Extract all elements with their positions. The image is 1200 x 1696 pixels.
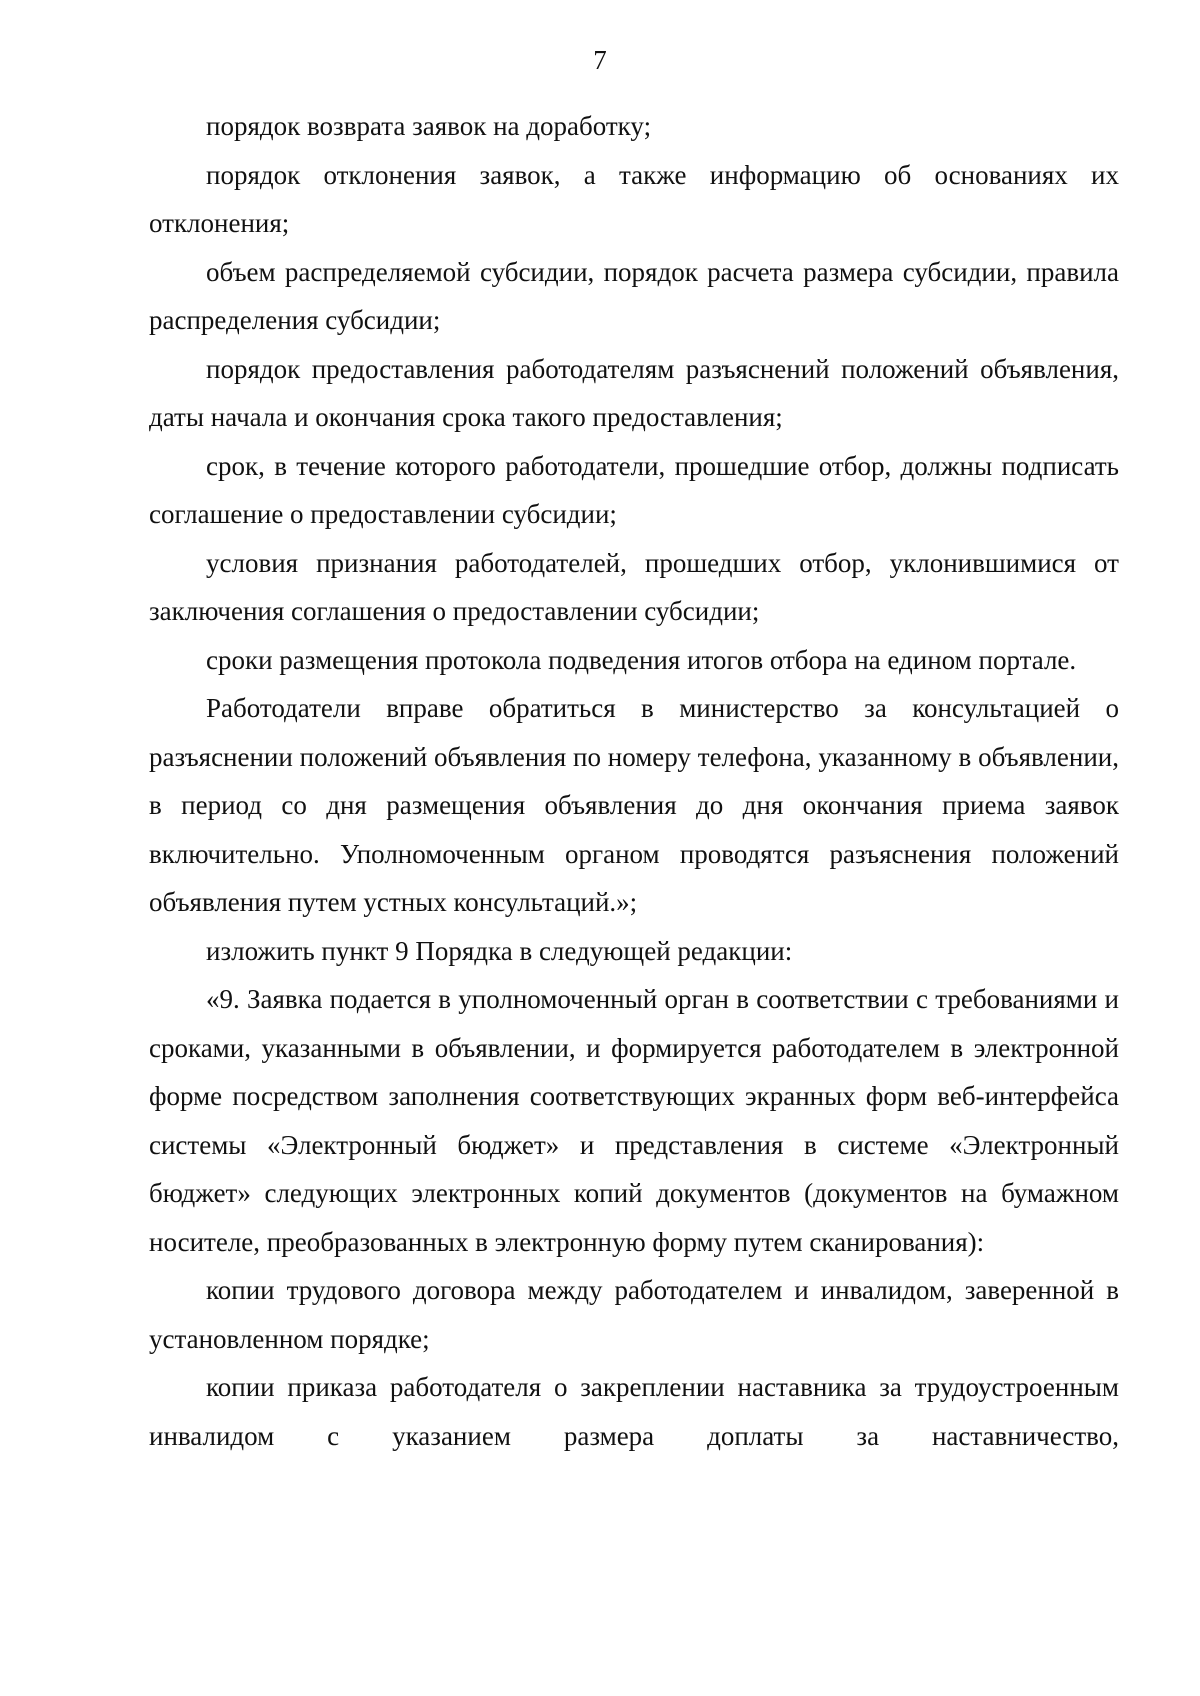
paragraph: Работодатели вправе обратиться в министерство за консультацией о разъяснении положений объявления по номеру телефона, указанному в объявлении, в период со дня размещения объявления до дня окончания приема заявок включительно. Уполномоченным органом проводятся разъяснения положений объявления путем устных консультаций.»;: [149, 693, 1119, 917]
paragraph: порядок предоставления работодателям разъяснений положений объявления, даты начала и окончания срока такого предоставления;: [149, 353, 1119, 432]
paragraph: копии трудового договора между работодателем и инвалидом, заверенной в установленном порядке;: [149, 1275, 1119, 1354]
page-number: 7: [593, 45, 607, 75]
document-body: [149, 102, 1119, 1460]
paragraph: «9. Заявка подается в уполномоченный орган в соответствии с требованиями и сроками, указанными в объявлении, и формируется работодателем в электронной форме посредством заполнения соответствующих экранных форм веб-интерфейса системы «Электронный бюджет» и представления в системе «Электронный бюджет» следующих электронных копий документов (документов на бумажном носителе, преобразованных в электронную форму путем сканирования):: [149, 984, 1119, 1257]
paragraph: изложить пункт 9 Порядка в следующей редакции:: [206, 935, 793, 966]
paragraph: порядок отклонения заявок, а также информацию об основаниях их отклонения;: [149, 159, 1119, 238]
paragraph-continued: копии приказа работодателя о закреплении наставника за трудоустроенным инвалидом с указанием размера доплаты за наставничество,: [149, 1372, 1119, 1451]
paragraph: срок, в течение которого работодатели, прошедшие отбор, должны подписать соглашение о предоставлении субсидии;: [149, 450, 1119, 529]
paragraph: сроки размещения протокола подведения итогов отбора на едином портале.: [206, 644, 1077, 675]
paragraph: объем распределяемой субсидии, порядок расчета размера субсидии, правила распределения субсидии;: [149, 256, 1119, 335]
paragraph: порядок возврата заявок на доработку;: [206, 111, 652, 141]
paragraph: условия признания работодателей, прошедших отбор, уклонившимися от заключения соглашения о предоставлении субсидии;: [149, 547, 1119, 626]
